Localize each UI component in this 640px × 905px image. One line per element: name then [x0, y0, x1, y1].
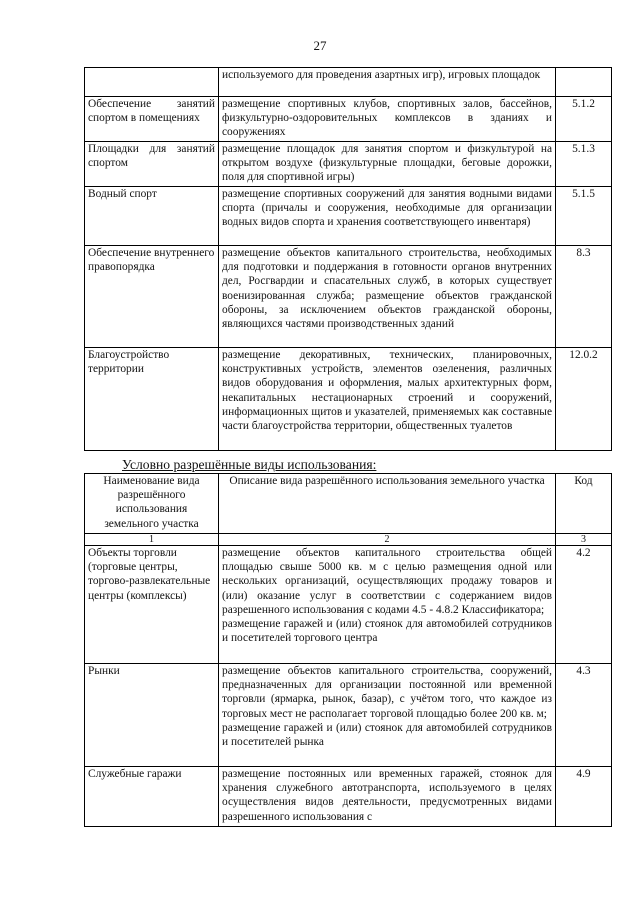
section-heading: Условно разрешённые виды использования: — [122, 457, 377, 472]
use-description-cell: размещение декоративных, технических, планировочных, конструктивных устройств, элементов озеленения, различных видов оборудования и оформления, малых архитектурных форм, некапитальных нестационарных строений и сооружений, информационных щитов и указателей, применяемых как составные части благоустройства территории, общественных туалетов — [219, 348, 556, 451]
description-paragraph: размещение объектов капитального строительства общей площадью свыше 5000 кв. м с целью размещения одной или нескольких организаций, осуществляющих продажу товаров и (или) оказание услуг в соответствии с содержанием видов разрешенного использования с кодами 4.5 - 4.8.2 Классификатора; — [222, 547, 552, 616]
use-name-cell: Площадки для занятий спортом — [85, 142, 219, 187]
use-code-cell: 4.3 — [556, 664, 612, 767]
use-description-cell: размещение спортивных сооружений для занятия водными видами спорта (причалы и сооружения, необходимые для организации водных видов спорта и хранения соответствующего инвентаря) — [219, 187, 556, 246]
use-code-cell: 8.3 — [556, 246, 612, 348]
description-paragraph: размещение гаражей и (или) стоянок для автомобилей сотрудников и посетителей торгового центра — [222, 618, 552, 645]
use-name-cell — [85, 68, 219, 97]
page-number: 27 — [313, 38, 327, 53]
use-description-cell: размещение площадок для занятия спортом и физкультурой на открытом воздухе (физкультурные площадки, беговые дорожки, поля для спортивной игры) — [219, 142, 556, 187]
use-name-cell: Служебные гаражи — [85, 767, 219, 827]
table-row — [85, 348, 612, 451]
table-row — [85, 246, 612, 348]
table-row — [85, 68, 612, 97]
table-row — [85, 664, 612, 767]
use-description-cell: используемого для проведения азартных игр), игровых площадок — [219, 68, 556, 97]
column-number: 1 — [85, 534, 219, 546]
use-description-cell — [219, 664, 556, 767]
use-code-cell — [556, 68, 612, 97]
column-header-name: Наименование вида разрешённого использования земельного участка — [85, 474, 219, 534]
table-header-row — [85, 474, 612, 534]
use-name-cell: Водный спорт — [85, 187, 219, 246]
table-row — [85, 767, 612, 827]
column-number: 3 — [556, 534, 612, 546]
column-header-description: Описание вида разрешённого использования земельного участка — [219, 474, 556, 534]
use-name-cell: Рынки — [85, 664, 219, 767]
description-paragraph: размещение объектов капитального строительства, сооружений, предназначенных для организации постоянной или временной торговли (ярмарка, рынок, базар), с учётом того, что каждое из торговых мест не располагает торговой площадью более 200 кв. м; — [222, 665, 552, 720]
use-code-cell: 4.9 — [556, 767, 612, 827]
column-number: 2 — [219, 534, 556, 546]
use-code-cell: 5.1.5 — [556, 187, 612, 246]
table-row — [85, 97, 612, 142]
table-row — [85, 142, 612, 187]
use-description-cell: размещение объектов капитального строительства, необходимых для подготовки и поддержания в готовности органов внутренних дел, Росгвардии и спасательных служб, в которых существует военизированная служба; размещение объектов гражданской обороны, за исключением объектов гражданской обороны, являющихся частями производственных зданий — [219, 246, 556, 348]
use-name-cell: Обеспечение занятий спортом в помещениях — [85, 97, 219, 142]
use-code-cell: 12.0.2 — [556, 348, 612, 451]
use-name-cell: Обеспечение внутреннего правопорядка — [85, 246, 219, 348]
description-paragraph: размещение гаражей и (или) стоянок для автомобилей сотрудников и посетителей рынка — [222, 721, 552, 749]
use-description-cell: размещение спортивных клубов, спортивных залов, бассейнов, физкультурно-оздоровительных комплексов в зданиях и сооружениях — [219, 97, 556, 142]
table-row — [85, 187, 612, 246]
column-header-code: Код — [556, 474, 612, 534]
permitted-uses-table — [84, 67, 612, 451]
use-description-cell — [219, 546, 556, 664]
use-code-cell: 5.1.2 — [556, 97, 612, 142]
use-code-cell: 5.1.3 — [556, 142, 612, 187]
conditional-uses-table — [84, 473, 612, 827]
table-row — [85, 546, 612, 664]
description-paragraph: размещение постоянных или временных гаражей, стоянок для хранения служебного автотранспорта, используемого в целях осуществления видов деятельности, предусмотренных видами разрешенного использования с — [222, 768, 552, 823]
use-name-cell: Благоустройство территории — [85, 348, 219, 451]
use-description-cell — [219, 767, 556, 827]
use-code-cell: 4.2 — [556, 546, 612, 664]
use-name-cell: Объекты торговли (торговые центры, торгово-развлекательные центры (комплексы) — [85, 546, 219, 664]
column-number-row — [85, 534, 612, 546]
